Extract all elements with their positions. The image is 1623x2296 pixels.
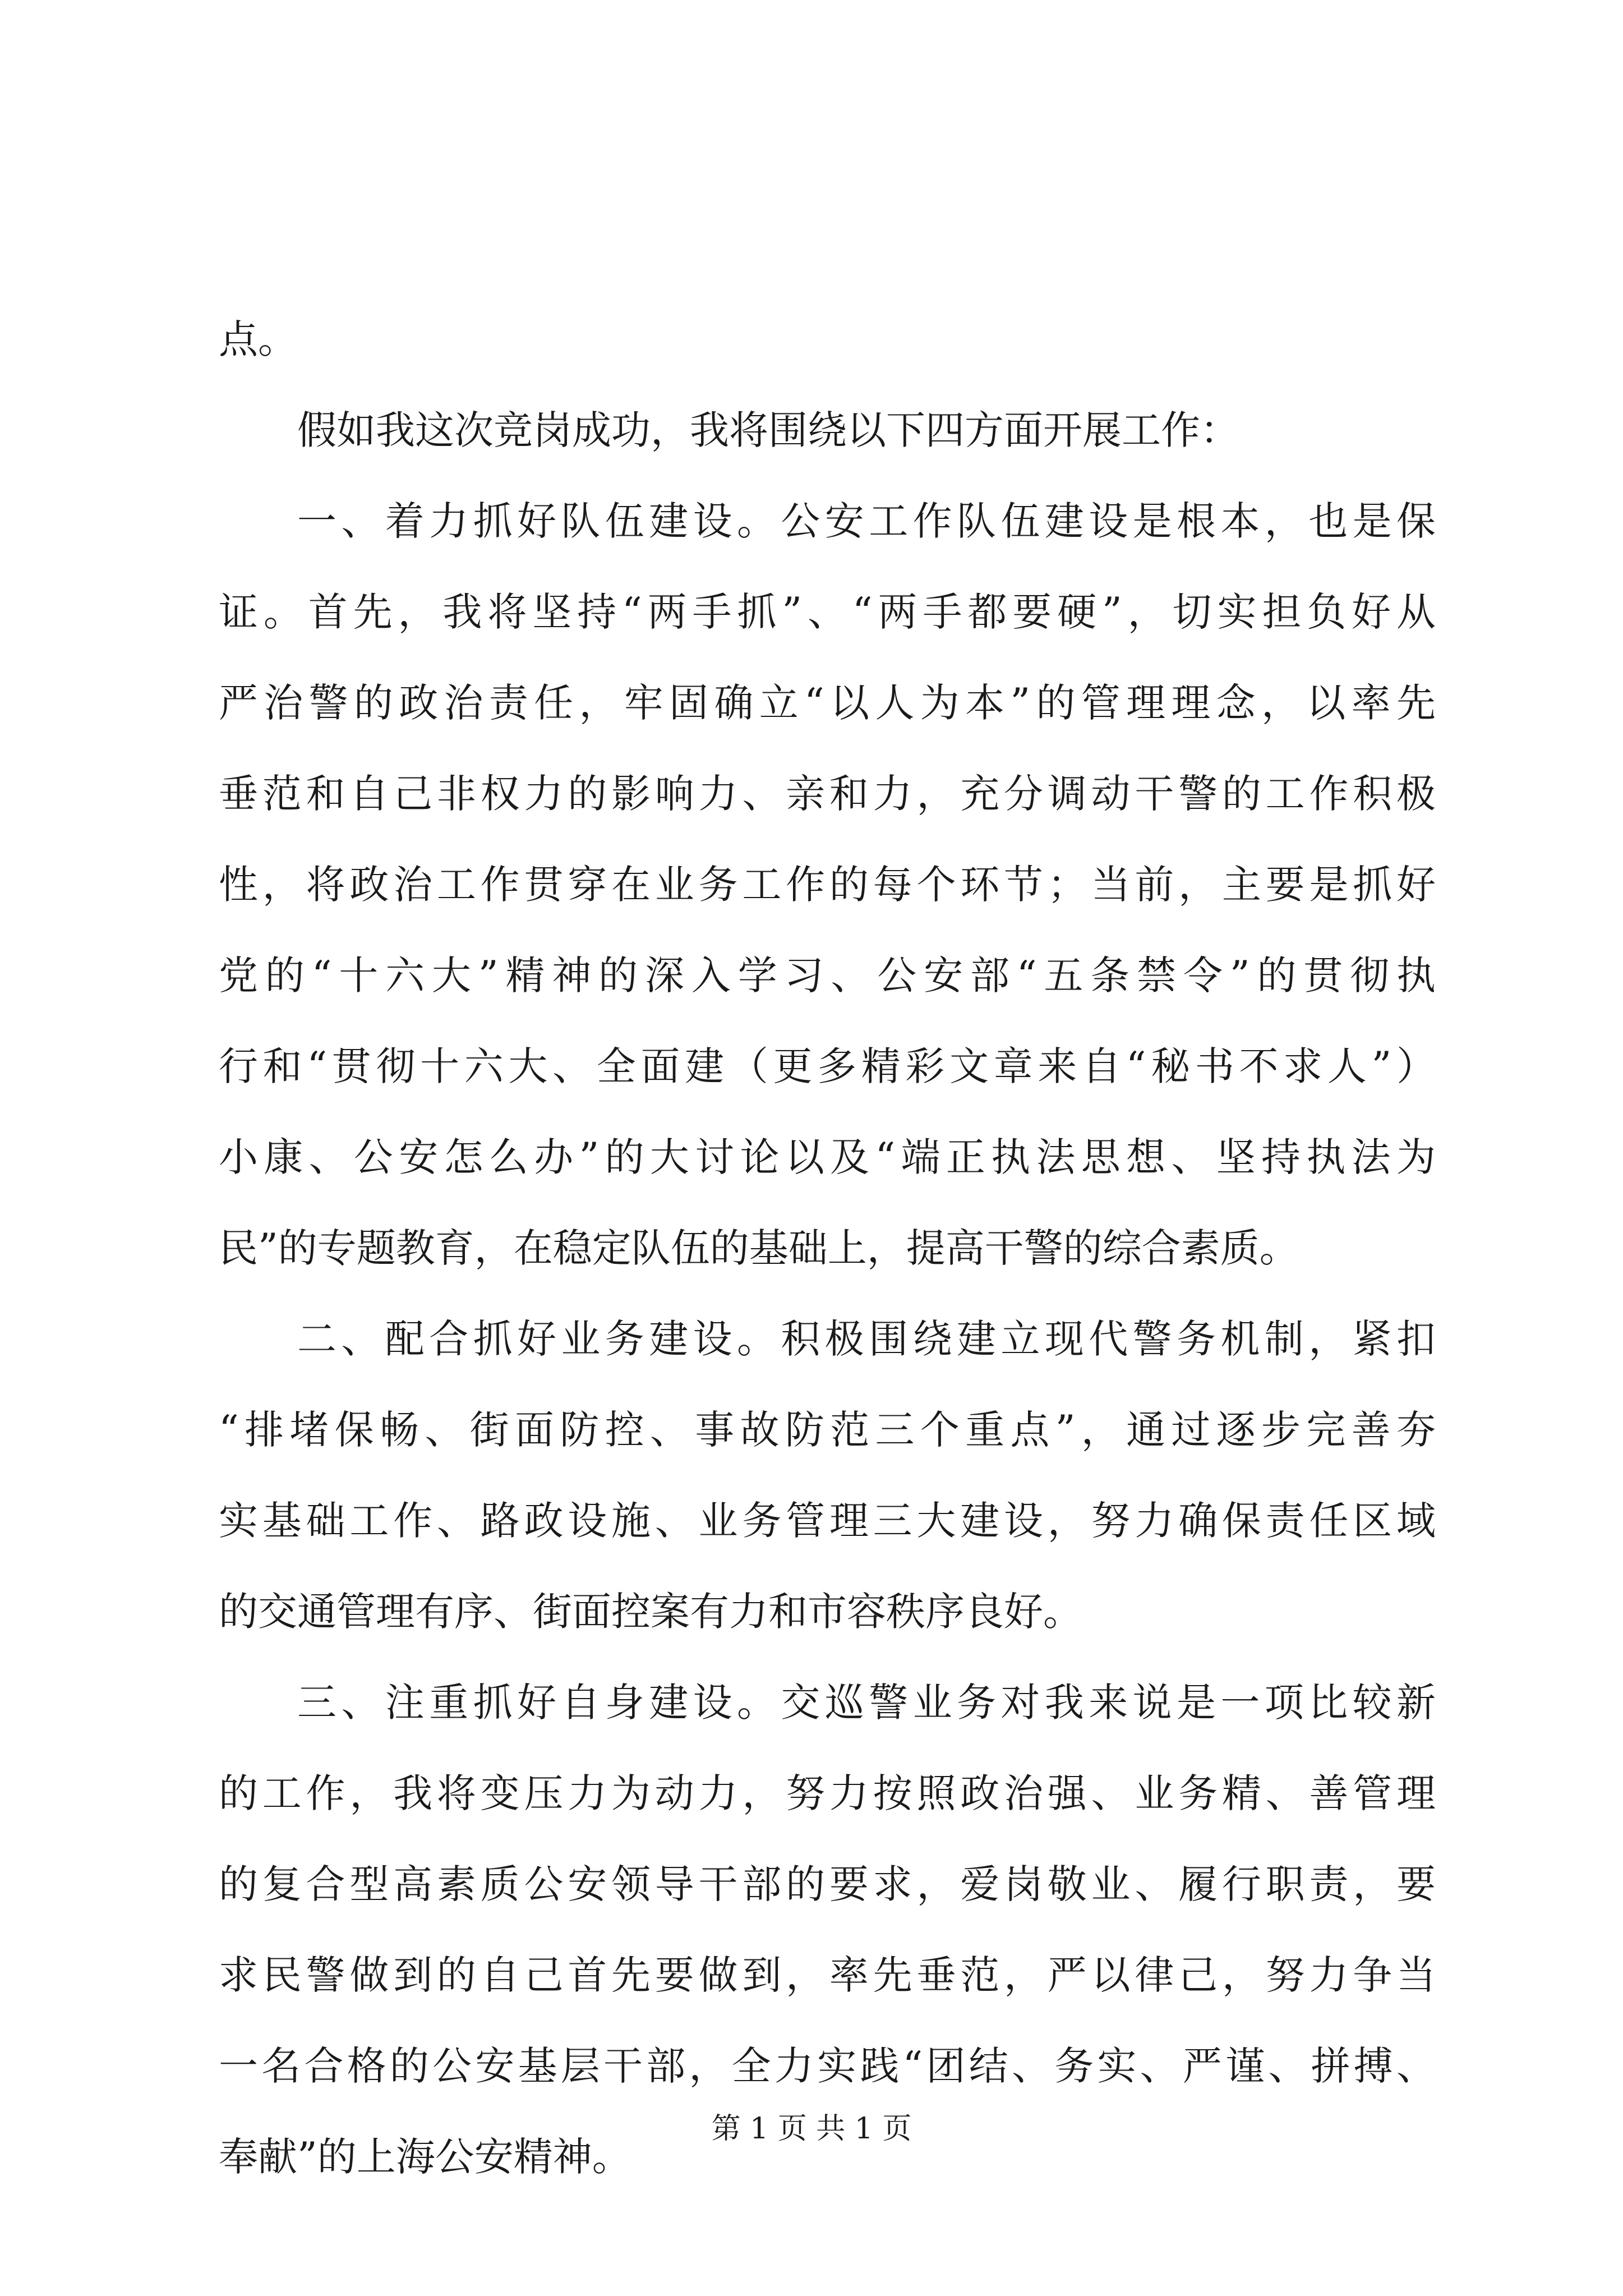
text-line: 点。 (219, 316, 297, 362)
text-line: 一名合格的公安基层干部，全力实践“团结、务实、严谨、拼搏、 (219, 2043, 1436, 2089)
text-line: 民”的专题教育，在稳定队伍的基础上，提高干警的综合素质。 (219, 1225, 1299, 1271)
body-text (219, 294, 1436, 2202)
text-line: 证。首先，我将坚持“两手抓”、“两手都要硬”，切实担负好从 (219, 589, 1436, 635)
page-number-footer: 第 1 页 共 1 页 (711, 2112, 912, 2146)
text-line: 奉献”的上海公安精神。 (219, 2134, 631, 2180)
text-line: 垂范和自己非权力的影响力、亲和力，充分调动干警的工作积极 (219, 771, 1436, 817)
paragraph-first-line: 假如我这次竞岗成功，我将围绕以下四方面开展工作： (297, 407, 1239, 453)
text-line: 求民警做到的自己首先要做到，率先垂范，严以律己，努力争当 (219, 1952, 1436, 1998)
paragraph-first-line: 二、配合抓好业务建设。积极围绕建立现代警务机制，紧扣 (297, 1316, 1436, 1362)
text-line: 行和“贯彻十六大、全面建（更多精彩文章来自“秘书不求人”） (219, 1043, 1436, 1089)
text-line: 小康、公安怎么办”的大讨论以及“端正执法思想、坚持执法为 (219, 1134, 1436, 1180)
text-line: 严治警的政治责任，牢固确立“以人为本”的管理理念，以率先 (219, 680, 1436, 726)
text-line: “排堵保畅、街面防控、事故防范三个重点”，通过逐步完善夯 (219, 1407, 1436, 1453)
text-line: 的交通管理有序、街面控案有力和市容秩序良好。 (219, 1589, 1082, 1635)
text-line: 的复合型高素质公安领导干部的要求，爱岗敬业、履行职责，要 (219, 1861, 1436, 1907)
text-line: 性，将政治工作贯穿在业务工作的每个环节；当前，主要是抓好 (219, 862, 1436, 908)
text-line: 的工作，我将变压力为动力，努力按照政治强、业务精、善管理 (219, 1770, 1436, 1816)
paragraph-first-line: 三、注重抓好自身建设。交巡警业务对我来说是一项比较新 (297, 1680, 1436, 1726)
text-line: 党的“十六大”精神的深入学习、公安部“五条禁令”的贯彻执 (219, 953, 1436, 999)
paragraph-first-line: 一、着力抓好队伍建设。公安工作队伍建设是根本，也是保 (297, 498, 1436, 544)
text-line: 实基础工作、路政设施、业务管理三大建设，努力确保责任区域 (219, 1498, 1436, 1544)
